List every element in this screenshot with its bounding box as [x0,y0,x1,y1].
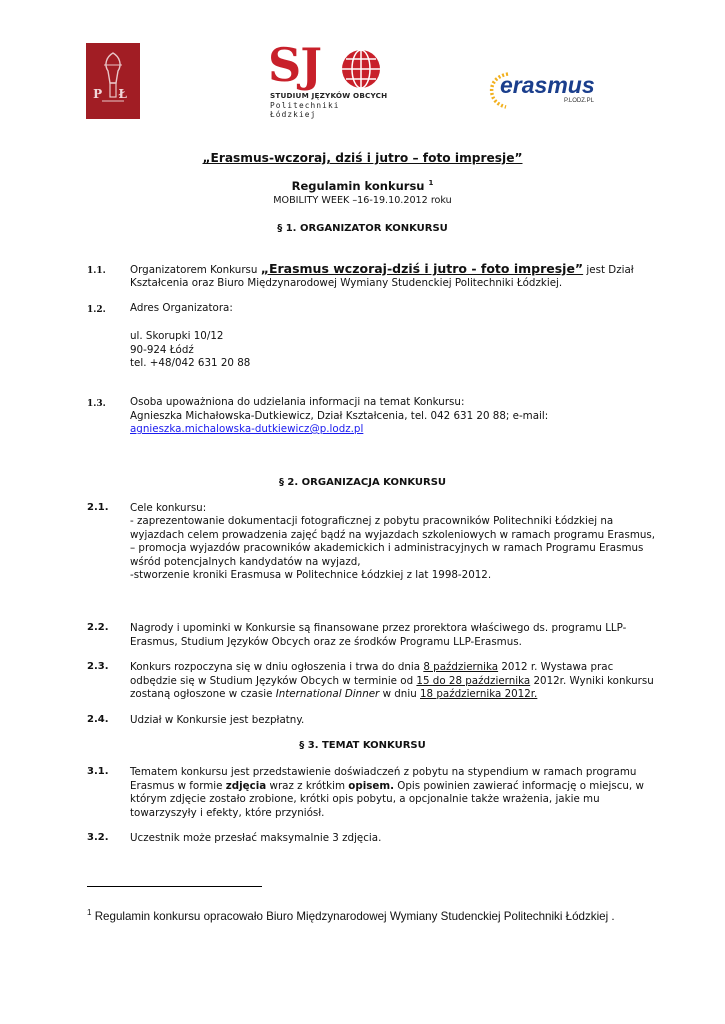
regulamin-heading [0,179,725,193]
erasmus-logo-sub: P.LODZ.PL [564,98,594,104]
pl-logo-text: P Ł [93,87,133,101]
globe-icon [340,48,382,90]
exhibition-dates: 15 do 28 października [416,675,531,687]
footnote-number: 1 [87,908,92,917]
p-1-1-number: 1.1. [87,266,106,276]
sj-logo [268,38,390,119]
results-date: 18 października 2012r. [420,688,538,700]
p-2-1-number: 2.1. [87,502,109,513]
section-1-heading: § 1. ORGANIZATOR KONKURSU [277,223,448,234]
sj-logo-letters: SJ [268,38,321,92]
p-3-2-text: Uczestnik może przesłać maksymalnie 3 zdjęcia. [130,832,382,844]
event-name: International Dinner [275,688,380,700]
sj-logo-line2: Politechniki Łódzkiej [270,101,340,119]
p-3-1-number: 3.1. [87,766,109,777]
p-1-1-line2: Kształcenia oraz Biuro Międzynarodowej Wymiany Studenckiej Politechniki Łódzkiej. [130,277,563,289]
p-2-3-line1 [130,661,613,675]
address-city: 90-924 Łódź [130,344,194,356]
footnote-separator [87,886,262,887]
p-1-1-post: jest Dział [583,264,634,276]
p-2-3-number: 2.3. [87,661,109,672]
p-2-1-line5: wśród potencjalnych kandydatów na wyjazd, [130,556,361,568]
p-3-1-l2a: Erasmus w formie [130,780,226,792]
p-2-3-l2b: 2012r. Wyniki konkursu [530,675,654,687]
regulamin-footnote-ref: 1 [428,179,434,188]
p-2-1-line1: Cele konkursu: [130,502,207,514]
p-2-2-line1: Nagrody i upominki w Konkursie są finansowane przez prorektora właściwego ds. programu LLP- [130,622,627,634]
p-1-2-label: Adres Organizatora: [130,302,233,314]
p-2-1-line4: – promocja wyjazdów pracowników akademickich i administracyjnych w ramach Programu Erasmus [130,542,644,554]
p-1-2-number: 1.2. [87,305,106,315]
address-phone: tel. +48/042 631 20 88 [130,357,251,369]
p-1-3-number: 1.3. [87,399,106,409]
p-2-1-line6: -stworzenie kroniki Erasmusa w Politechnice Łódzkiej z lat 1998-2012. [130,569,492,581]
p-1-1-pre: Organizatorem Konkursu [130,264,261,276]
erasmus-logo-text: erasmus [500,72,595,98]
p-3-1-bold-description: opisem. [348,780,395,792]
p-2-3-line2 [130,675,654,689]
pl-emblem-icon [86,43,140,119]
p-2-1-line2: - zaprezentowanie dokumentacji fotograficznej z pobytu pracowników Politechniki Łódzkiej na [130,515,614,527]
p-2-3-l1a: Konkurs rozpoczyna się w dniu ogłoszenia i trwa do dnia [130,661,424,673]
p-3-2-number: 3.2. [87,832,109,843]
address-street: ul. Skorupki 10/12 [130,330,224,342]
p-1-3-line2: Agnieszka Michałowska-Dutkiewicz, Dział Kształcenia, tel. 042 631 20 88; e-mail: [130,410,549,422]
mobility-week: MOBILITY WEEK –16-19.10.2012 roku [273,195,452,206]
p-3-1-l2b: wraz z krótkim [266,780,349,792]
pl-logo [86,43,140,119]
contact-email-link[interactable]: agnieszka.michalowska-dutkiewicz@p.lodz.pl [130,423,364,435]
p-1-3-line1: Osoba upoważniona do udzielania informacji na temat Konkursu: [130,396,465,408]
footnote-text: Regulamin konkursu opracowało Biuro Międzynarodowej Wymiany Studenckiej Politechniki Łódzkiej . [94,909,615,923]
p-3-1-line4: towarzyszyły i efekty, które przyniósł. [130,807,325,819]
section-3-heading: § 3. TEMAT KONKURSU [299,740,426,751]
p-2-3-line3 [130,688,537,702]
document-title: „Erasmus-wczoraj, dziś i jutro – foto impresje” [202,151,523,165]
p-3-1-line1: Tematem konkursu jest przedstawienie doświadczeń z pobytu na stypendium w ramach programu [130,766,637,778]
erasmus-logo [488,70,600,110]
p-3-1-line2 [130,780,644,794]
p-2-1-line3: wyjazdach celem prowadzenia zajęć bądź na wyjazdach szkoleniowych w ramach programu Erasmus, [130,529,656,541]
p-2-4-number: 2.4. [87,714,109,725]
section-2-heading: § 2. ORGANIZACJA KONKURSU [278,477,447,488]
p-2-4-text: Udział w Konkursie jest bezpłatny. [130,714,305,726]
sj-logo-line1: STUDIUM JĘZYKÓW OBCYCH [270,91,388,100]
p-1-1-contest-title: „Erasmus wczoraj-dziś i jutro - foto impresje” [260,261,584,276]
p-1-1-line1 [130,262,634,278]
p-2-3-l1b: 2012 r. Wystawa prac [498,661,614,673]
p-2-3-l3a: zostaną ogłoszone w czasie [130,688,276,700]
footnote [87,908,615,923]
deadline-date: 8 października [423,661,499,673]
p-2-2-line2: Erasmus, Studium Języków Obcych oraz ze środków Programu LLP-Erasmus. [130,636,522,648]
p-2-2-number: 2.2. [87,622,109,633]
p-3-1-l2c: Opis powinien zawierać informację o miejscu, w [394,780,644,792]
p-2-3-l3b: w dniu [379,688,420,700]
p-3-1-bold-photo: zdjęcia [225,780,267,792]
p-2-3-l2a: odbędzie się w Studium Języków Obcych w terminie od [130,675,417,687]
p-3-1-line3: którym zdjęcie zostało zrobione, krótki opis pobytu, a opcjonalnie także wrażenia, jakie mu [130,793,600,805]
regulamin-label: Regulamin konkursu [291,179,425,193]
contact-email[interactable] [130,423,363,437]
